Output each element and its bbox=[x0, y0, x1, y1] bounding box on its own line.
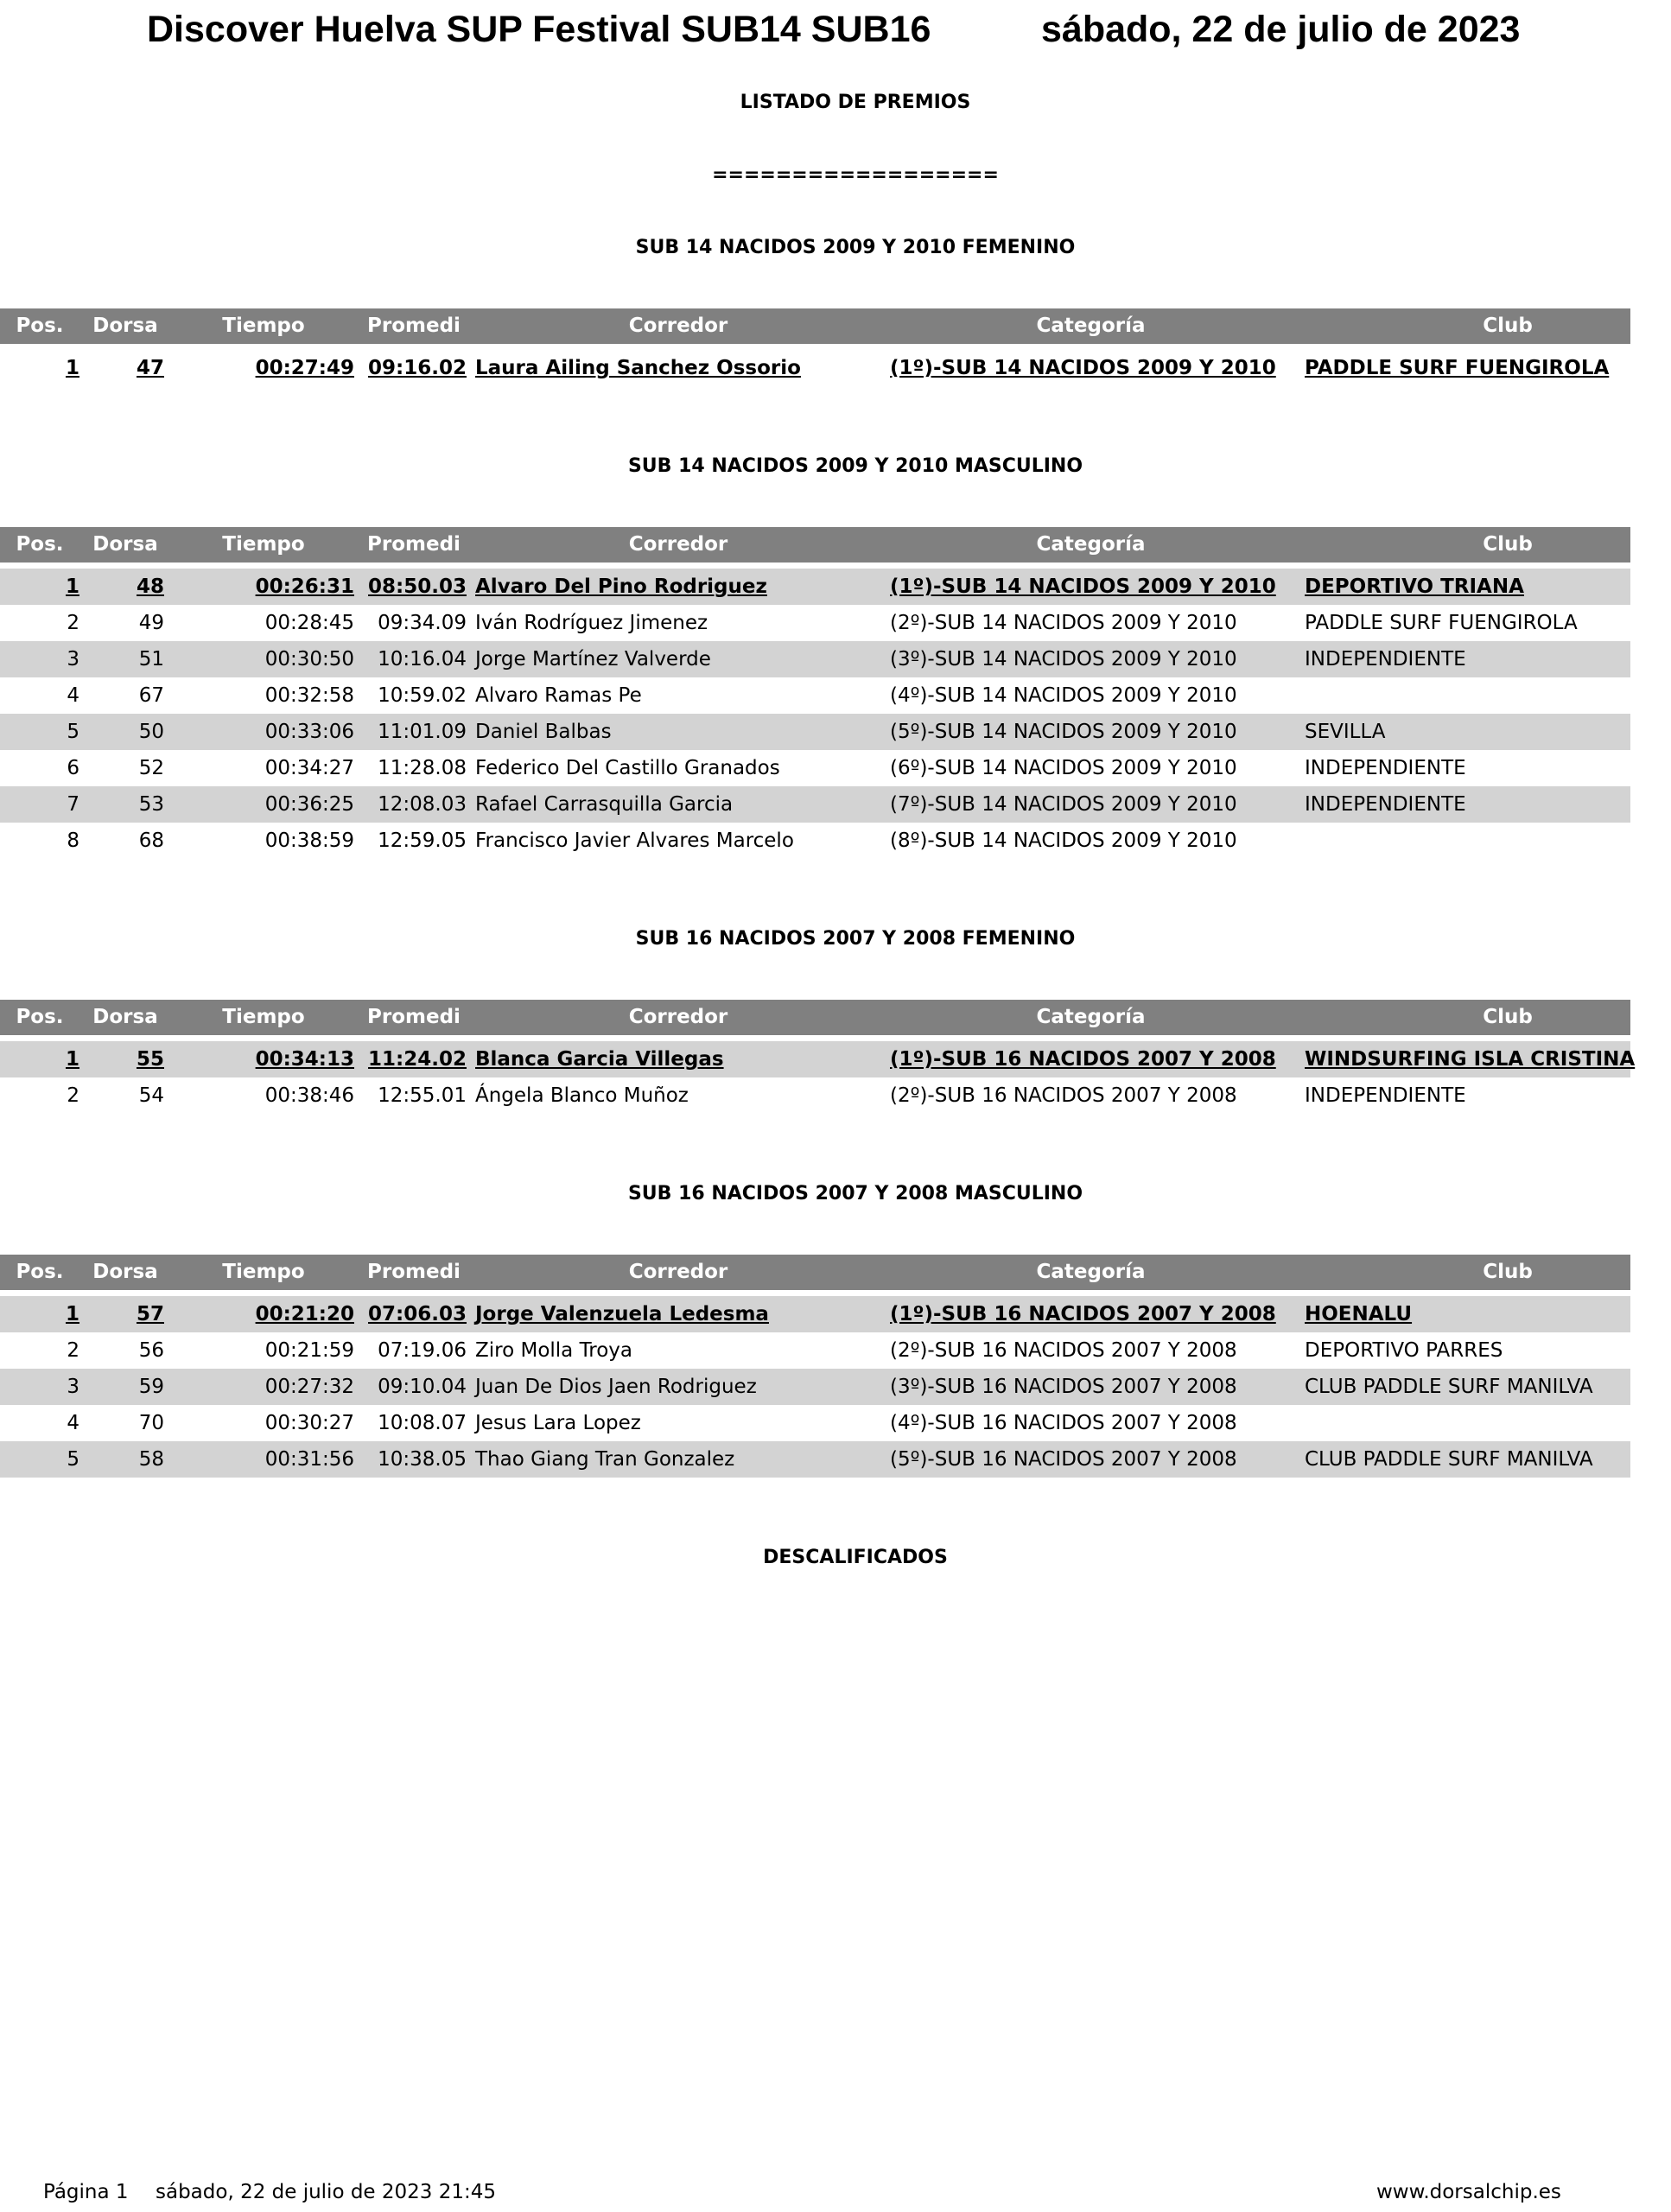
cell-corredor: Daniel Balbas bbox=[475, 721, 612, 743]
cell-club: DEPORTIVO PARRES bbox=[1305, 1339, 1503, 1362]
cell-pos: 7 bbox=[67, 793, 79, 816]
table-row bbox=[0, 1077, 1630, 1114]
table-row bbox=[0, 1296, 1630, 1332]
cell-promedio: 10:08.07 bbox=[378, 1412, 467, 1434]
cell-corredor: Laura Ailing Sanchez Ossorio bbox=[475, 357, 801, 379]
column-header-corredor: Corredor bbox=[628, 315, 728, 337]
cell-dorsa: 51 bbox=[138, 648, 164, 671]
column-header-tiempo: Tiempo bbox=[222, 1261, 305, 1283]
table-row bbox=[0, 1441, 1630, 1478]
cell-dorsa: 68 bbox=[138, 830, 164, 852]
cell-pos: 4 bbox=[67, 1412, 79, 1434]
cell-tiempo: 00:30:27 bbox=[264, 1412, 354, 1434]
cell-pos: 2 bbox=[67, 1339, 79, 1362]
cell-tiempo: 00:38:46 bbox=[264, 1084, 354, 1107]
column-header-dorsa: Dorsa bbox=[92, 315, 158, 337]
cell-categoria: (1º)-SUB 16 NACIDOS 2007 Y 2008 bbox=[890, 1303, 1276, 1325]
cell-dorsa: 70 bbox=[138, 1412, 164, 1434]
results-table bbox=[0, 1000, 1636, 1114]
cell-tiempo: 00:38:59 bbox=[264, 830, 354, 852]
cell-pos: 1 bbox=[65, 357, 79, 379]
cell-pos: 4 bbox=[67, 684, 79, 707]
cell-pos: 3 bbox=[67, 648, 79, 671]
column-header-categoria: Categoría bbox=[1036, 1261, 1146, 1283]
cell-corredor: Jorge Martínez Valverde bbox=[475, 648, 711, 671]
cell-corredor: Ziro Molla Troya bbox=[475, 1339, 632, 1362]
column-header-promedio: Promedi bbox=[367, 1006, 461, 1028]
cell-club: CLUB PADDLE SURF MANILVA bbox=[1305, 1376, 1593, 1398]
cell-pos: 8 bbox=[67, 830, 79, 852]
cell-corredor: Blanca Garcia Villegas bbox=[475, 1048, 724, 1071]
column-header-corredor: Corredor bbox=[628, 1006, 728, 1028]
cell-promedio: 07:06.03 bbox=[368, 1303, 467, 1325]
cell-tiempo: 00:21:20 bbox=[255, 1303, 354, 1325]
cell-corredor: Ángela Blanco Muñoz bbox=[475, 1084, 689, 1107]
table-row bbox=[0, 350, 1630, 386]
cell-dorsa: 48 bbox=[136, 575, 164, 598]
cell-promedio: 12:08.03 bbox=[378, 793, 467, 816]
cell-dorsa: 49 bbox=[138, 612, 164, 634]
cell-club: INDEPENDIENTE bbox=[1305, 793, 1466, 816]
cell-dorsa: 58 bbox=[138, 1448, 164, 1471]
cell-club: PADDLE SURF FUENGIROLA bbox=[1305, 612, 1578, 634]
descalificados-heading: DESCALIFICADOS bbox=[763, 1547, 948, 1568]
cell-tiempo: 00:36:25 bbox=[264, 793, 354, 816]
column-header-pos: Pos. bbox=[16, 533, 64, 556]
cell-categoria: (1º)-SUB 16 NACIDOS 2007 Y 2008 bbox=[890, 1048, 1276, 1071]
cell-club: INDEPENDIENTE bbox=[1305, 648, 1466, 671]
cell-pos: 2 bbox=[67, 612, 79, 634]
table-row bbox=[0, 569, 1630, 605]
cell-pos: 5 bbox=[67, 721, 79, 743]
column-header-pos: Pos. bbox=[16, 1006, 64, 1028]
cell-categoria: (7º)-SUB 14 NACIDOS 2009 Y 2010 bbox=[890, 793, 1237, 816]
column-header-tiempo: Tiempo bbox=[222, 1006, 305, 1028]
column-header-pos: Pos. bbox=[16, 1261, 64, 1283]
cell-dorsa: 54 bbox=[138, 1084, 164, 1107]
section-title: SUB 14 NACIDOS 2009 Y 2010 FEMENINO bbox=[635, 237, 1076, 258]
section-title: SUB 16 NACIDOS 2007 Y 2008 FEMENINO bbox=[635, 928, 1076, 950]
cell-categoria: (2º)-SUB 16 NACIDOS 2007 Y 2008 bbox=[890, 1339, 1237, 1362]
column-header-corredor: Corredor bbox=[628, 1261, 728, 1283]
cell-tiempo: 00:26:31 bbox=[255, 575, 354, 598]
cell-promedio: 10:16.04 bbox=[378, 648, 467, 671]
cell-dorsa: 57 bbox=[136, 1303, 164, 1325]
cell-categoria: (1º)-SUB 14 NACIDOS 2009 Y 2010 bbox=[890, 575, 1276, 598]
cell-promedio: 08:50.03 bbox=[368, 575, 467, 598]
cell-promedio: 11:28.08 bbox=[378, 757, 467, 779]
cell-promedio: 09:16.02 bbox=[368, 357, 467, 379]
cell-promedio: 11:24.02 bbox=[368, 1048, 467, 1071]
table-row bbox=[0, 1369, 1630, 1405]
cell-tiempo: 00:27:49 bbox=[255, 357, 354, 379]
cell-categoria: (8º)-SUB 14 NACIDOS 2009 Y 2010 bbox=[890, 830, 1237, 852]
cell-dorsa: 67 bbox=[138, 684, 164, 707]
cell-promedio: 09:10.04 bbox=[378, 1376, 467, 1398]
results-table bbox=[0, 308, 1630, 386]
column-header-tiempo: Tiempo bbox=[222, 533, 305, 556]
cell-club: DEPORTIVO TRIANA bbox=[1305, 575, 1524, 598]
column-header-tiempo: Tiempo bbox=[222, 315, 305, 337]
cell-pos: 3 bbox=[67, 1376, 79, 1398]
cell-tiempo: 00:30:50 bbox=[264, 648, 354, 671]
cell-club: WINDSURFING ISLA CRISTINA bbox=[1305, 1048, 1636, 1071]
column-header-categoria: Categoría bbox=[1036, 315, 1146, 337]
column-header-promedio: Promedi bbox=[367, 315, 461, 337]
cell-dorsa: 59 bbox=[138, 1376, 164, 1398]
footer-printed-date: sábado, 22 de julio de 2023 21:45 bbox=[156, 2181, 497, 2203]
column-header-club: Club bbox=[1483, 315, 1533, 337]
column-header-dorsa: Dorsa bbox=[92, 1261, 158, 1283]
cell-categoria: (4º)-SUB 14 NACIDOS 2009 Y 2010 bbox=[890, 684, 1237, 707]
table-header bbox=[0, 308, 1630, 344]
table-row bbox=[0, 823, 1630, 859]
table-row bbox=[0, 677, 1630, 714]
cell-tiempo: 00:32:58 bbox=[264, 684, 354, 707]
cell-categoria: (2º)-SUB 14 NACIDOS 2009 Y 2010 bbox=[890, 612, 1237, 634]
table-header bbox=[0, 1255, 1630, 1290]
cell-promedio: 07:19.06 bbox=[378, 1339, 467, 1362]
cell-corredor: Federico Del Castillo Granados bbox=[475, 757, 780, 779]
cell-categoria: (3º)-SUB 16 NACIDOS 2007 Y 2008 bbox=[890, 1376, 1237, 1398]
column-header-club: Club bbox=[1483, 1261, 1533, 1283]
cell-dorsa: 55 bbox=[136, 1048, 164, 1071]
document-title bbox=[147, 9, 1564, 51]
cell-promedio: 12:59.05 bbox=[378, 830, 467, 852]
table-row bbox=[0, 1332, 1630, 1369]
column-header-promedio: Promedi bbox=[367, 533, 461, 556]
cell-corredor: Alvaro Del Pino Rodriguez bbox=[475, 575, 767, 598]
results-table bbox=[0, 527, 1630, 859]
footer-website: www.dorsalchip.es bbox=[1376, 2181, 1561, 2203]
cell-pos: 5 bbox=[67, 1448, 79, 1471]
cell-pos: 1 bbox=[65, 1303, 79, 1325]
table-row bbox=[0, 605, 1630, 641]
cell-promedio: 10:38.05 bbox=[378, 1448, 467, 1471]
cell-club: PADDLE SURF FUENGIROLA bbox=[1305, 357, 1610, 379]
table-row bbox=[0, 641, 1630, 677]
cell-dorsa: 56 bbox=[138, 1339, 164, 1362]
cell-tiempo: 00:34:13 bbox=[255, 1048, 354, 1071]
column-header-promedio: Promedi bbox=[367, 1261, 461, 1283]
cell-tiempo: 00:21:59 bbox=[264, 1339, 354, 1362]
cell-corredor: Rafael Carrasquilla Garcia bbox=[475, 793, 734, 816]
column-header-club: Club bbox=[1483, 533, 1533, 556]
cell-categoria: (5º)-SUB 14 NACIDOS 2009 Y 2010 bbox=[890, 721, 1237, 743]
table-row bbox=[0, 750, 1630, 786]
cell-club: HOENALU bbox=[1305, 1303, 1413, 1325]
cell-corredor: Francisco Javier Alvares Marcelo bbox=[475, 830, 794, 852]
cell-categoria: (5º)-SUB 16 NACIDOS 2007 Y 2008 bbox=[890, 1448, 1237, 1471]
table-header bbox=[0, 1000, 1630, 1035]
cell-categoria: (3º)-SUB 14 NACIDOS 2009 Y 2010 bbox=[890, 648, 1237, 671]
column-header-dorsa: Dorsa bbox=[92, 533, 158, 556]
cell-club: INDEPENDIENTE bbox=[1305, 1084, 1466, 1107]
listado-heading: LISTADO DE PREMIOS bbox=[740, 92, 971, 113]
cell-tiempo: 00:31:56 bbox=[264, 1448, 354, 1471]
column-header-dorsa: Dorsa bbox=[92, 1006, 158, 1028]
table-row bbox=[0, 1041, 1636, 1077]
cell-club: CLUB PADDLE SURF MANILVA bbox=[1305, 1448, 1593, 1471]
table-row bbox=[0, 1405, 1630, 1441]
cell-categoria: (4º)-SUB 16 NACIDOS 2007 Y 2008 bbox=[890, 1412, 1237, 1434]
results-table bbox=[0, 1255, 1630, 1478]
separator-line: ================== bbox=[712, 164, 999, 186]
section-title: SUB 14 NACIDOS 2009 Y 2010 MASCULINO bbox=[627, 455, 1083, 477]
cell-club: SEVILLA bbox=[1305, 721, 1386, 743]
cell-tiempo: 00:34:27 bbox=[264, 757, 354, 779]
table-header bbox=[0, 527, 1630, 563]
cell-corredor: Thao Giang Tran Gonzalez bbox=[475, 1448, 735, 1471]
section-title: SUB 16 NACIDOS 2007 Y 2008 MASCULINO bbox=[627, 1183, 1083, 1205]
table-row bbox=[0, 786, 1630, 823]
cell-pos: 6 bbox=[67, 757, 79, 779]
column-header-categoria: Categoría bbox=[1036, 533, 1146, 556]
cell-corredor: Jesus Lara Lopez bbox=[475, 1412, 641, 1434]
cell-categoria: (6º)-SUB 14 NACIDOS 2009 Y 2010 bbox=[890, 757, 1237, 779]
cell-club: INDEPENDIENTE bbox=[1305, 757, 1466, 779]
footer-page: Página 1 bbox=[43, 2181, 129, 2203]
column-header-corredor: Corredor bbox=[628, 533, 728, 556]
cell-pos: 1 bbox=[65, 575, 79, 598]
cell-corredor: Juan De Dios Jaen Rodriguez bbox=[475, 1376, 757, 1398]
cell-corredor: Iván Rodríguez Jimenez bbox=[475, 612, 708, 634]
cell-dorsa: 47 bbox=[136, 357, 164, 379]
cell-categoria: (1º)-SUB 14 NACIDOS 2009 Y 2010 bbox=[890, 357, 1276, 379]
cell-dorsa: 50 bbox=[138, 721, 164, 743]
cell-pos: 1 bbox=[65, 1048, 79, 1071]
cell-categoria: (2º)-SUB 16 NACIDOS 2007 Y 2008 bbox=[890, 1084, 1237, 1107]
cell-promedio: 09:34.09 bbox=[378, 612, 467, 634]
cell-tiempo: 00:33:06 bbox=[264, 721, 354, 743]
cell-corredor: Jorge Valenzuela Ledesma bbox=[475, 1303, 769, 1325]
column-header-club: Club bbox=[1483, 1006, 1533, 1028]
cell-promedio: 10:59.02 bbox=[378, 684, 467, 707]
cell-tiempo: 00:28:45 bbox=[264, 612, 354, 634]
event-title: Discover Huelva SUP Festival SUB14 SUB16 bbox=[147, 9, 931, 50]
cell-promedio: 12:55.01 bbox=[378, 1084, 467, 1107]
column-header-categoria: Categoría bbox=[1036, 1006, 1146, 1028]
cell-tiempo: 00:27:32 bbox=[264, 1376, 354, 1398]
cell-dorsa: 52 bbox=[138, 757, 164, 779]
cell-pos: 2 bbox=[67, 1084, 79, 1107]
table-row bbox=[0, 714, 1630, 750]
cell-corredor: Alvaro Ramas Pe bbox=[475, 684, 642, 707]
cell-dorsa: 53 bbox=[138, 793, 164, 816]
cell-promedio: 11:01.09 bbox=[378, 721, 467, 743]
column-header-pos: Pos. bbox=[16, 315, 64, 337]
event-date: sábado, 22 de julio de 2023 bbox=[1041, 9, 1521, 50]
